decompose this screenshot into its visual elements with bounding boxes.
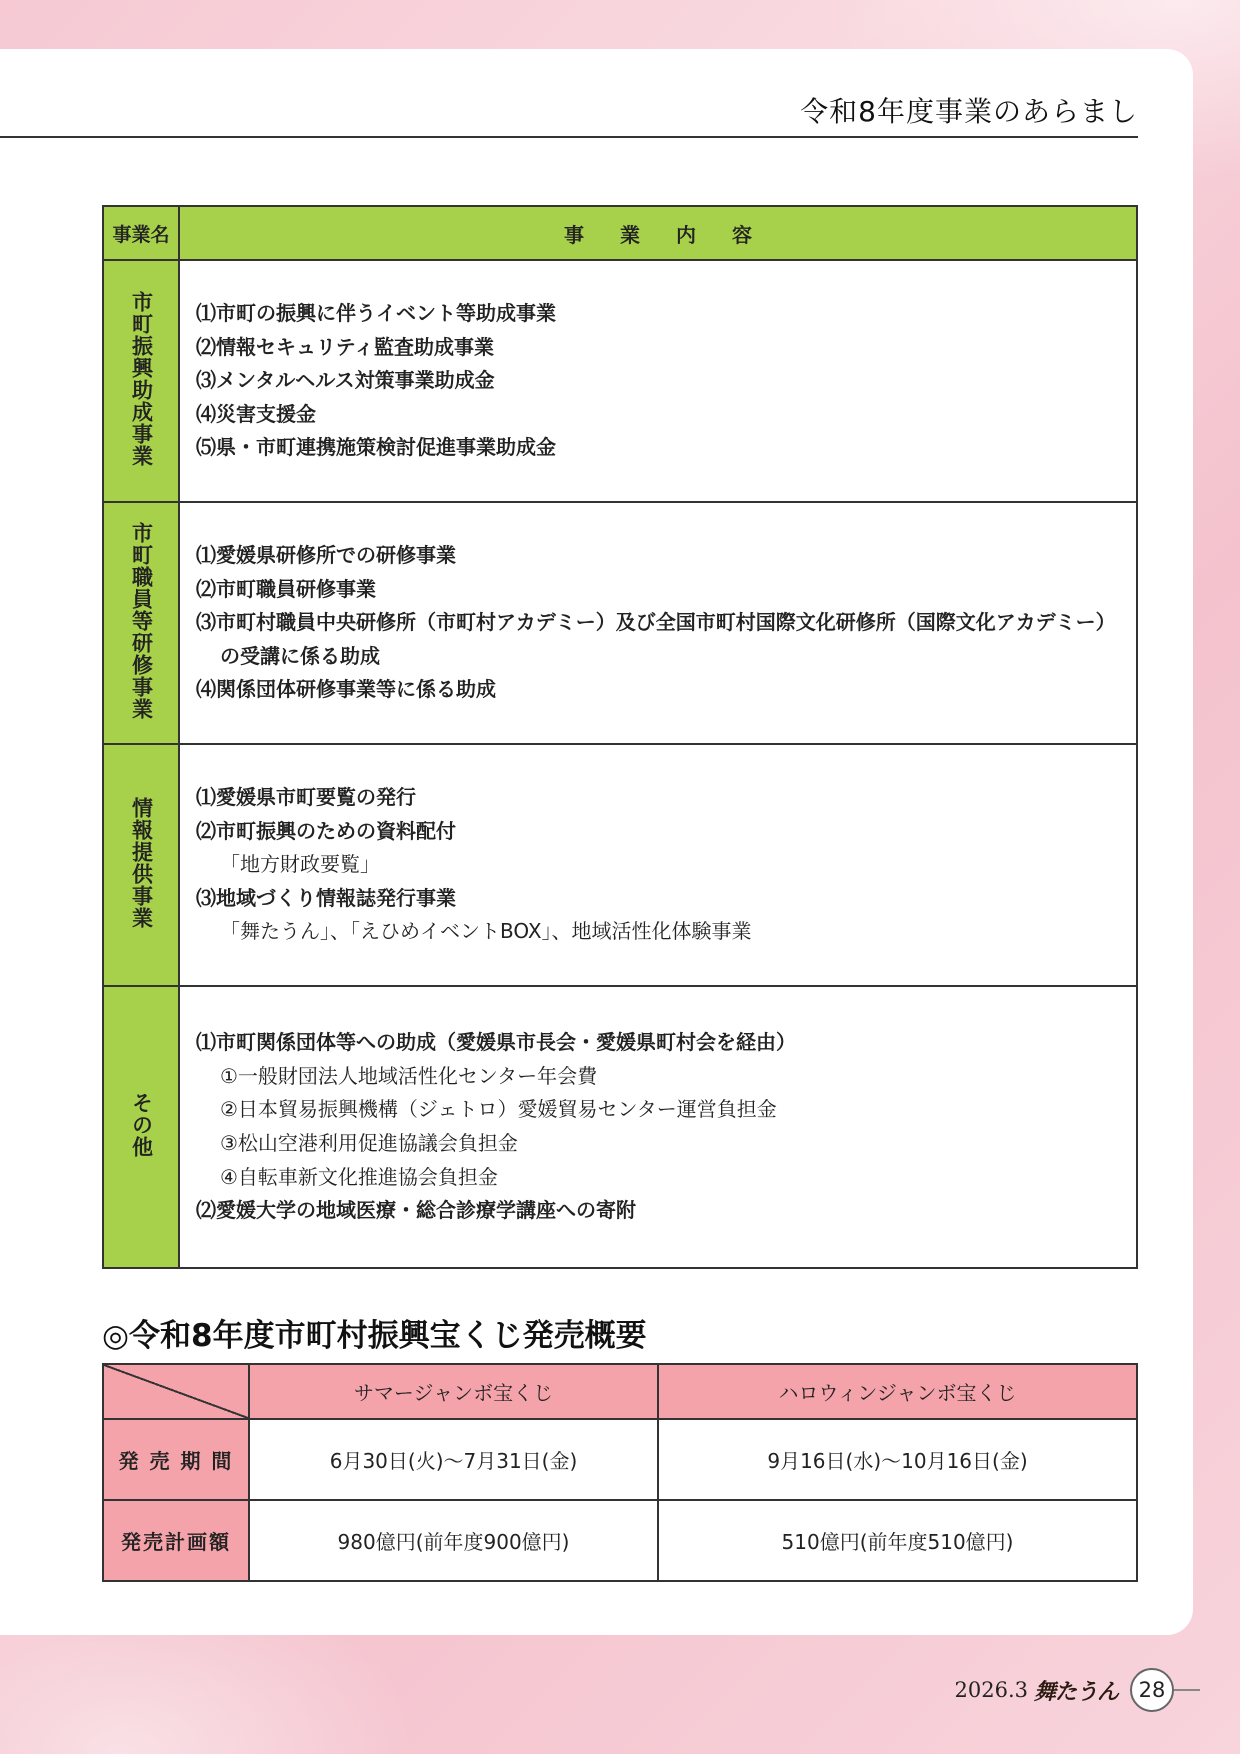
content-line: ⑵市町職員研修事業 xyxy=(196,576,376,601)
magazine-logo: 舞たうん xyxy=(1033,1678,1118,1705)
table-row xyxy=(103,1419,1137,1500)
content-line: 「舞たうん」、「えひめイベントBOX」、地域活性化体験事業 xyxy=(220,919,752,944)
sale-period-halloween: 9月16日(水)～10月16日(金) xyxy=(658,1419,1137,1500)
table-row xyxy=(103,744,1137,986)
column-header-name: 事業名 xyxy=(103,206,179,260)
planned-amount-summer: 980億円(前年度900億円) xyxy=(249,1500,658,1581)
content-line: ⑶市町村職員中央研修所（市町村アカデミー）及び全国市町村国際文化研修所（国際文化アカデミー）の受講に係る助成 xyxy=(196,610,1116,668)
lottery-section-title: ◎令和8年度市町村振興宝くじ発売概要 xyxy=(102,1318,647,1354)
content-line: ⑵市町振興のための資料配付 xyxy=(196,818,456,843)
row-header-planned-amount: 発売計画額 xyxy=(103,1500,249,1581)
business-table xyxy=(102,205,1138,1269)
footer-rule xyxy=(1174,1689,1200,1691)
column-header-content: 事業内容 xyxy=(179,206,1137,260)
category-cell xyxy=(103,986,179,1268)
content-line: ⑷関係団体研修事業等に係る助成 xyxy=(196,677,496,702)
content-line: ①一般財団法人地域活性化センター年会費 xyxy=(220,1063,598,1088)
content-line: ⑸県・市町連携施策検討促進事業助成金 xyxy=(196,435,556,460)
category-cell xyxy=(103,744,179,986)
page-number: 28 xyxy=(1130,1668,1174,1712)
page-footer xyxy=(955,1668,1201,1712)
lottery-header-row xyxy=(103,1364,1137,1419)
content-line: ②日本貿易振興機構（ジェトロ）愛媛貿易センター運営負担金 xyxy=(220,1097,777,1122)
content-line: ⑷災害支援金 xyxy=(196,401,316,426)
category-label: その他 xyxy=(129,1092,154,1158)
category-cell xyxy=(103,260,179,502)
category-label: 情報提供事業 xyxy=(129,797,154,929)
table-row xyxy=(103,1500,1137,1581)
category-label: 市町振興助成事業 xyxy=(129,291,154,467)
content-cell xyxy=(179,260,1137,502)
issue-date: 2026.3 xyxy=(954,1678,1028,1702)
page-title: 令和8年度事業のあらまし xyxy=(800,95,1138,128)
table-row xyxy=(103,502,1137,744)
content-line: ⑵情報セキュリティ監査助成事業 xyxy=(196,334,494,359)
page-header xyxy=(0,92,1138,138)
content-line: ⑵愛媛大学の地域医療・総合診療学講座への寄附 xyxy=(196,1198,636,1223)
sale-period-summer: 6月30日(火)～7月31日(金) xyxy=(249,1419,658,1500)
table-header-row xyxy=(103,206,1137,260)
table-row xyxy=(103,260,1137,502)
column-header-halloween: ハロウィンジャンボ宝くじ xyxy=(658,1364,1137,1419)
planned-amount-halloween: 510億円(前年度510億円) xyxy=(658,1500,1137,1581)
category-cell xyxy=(103,502,179,744)
content-line: ⑴愛媛県研修所での研修事業 xyxy=(196,543,456,568)
category-label: 市町職員等研修事業 xyxy=(129,522,154,720)
column-header-summer: サマージャンボ宝くじ xyxy=(249,1364,658,1419)
content-line: ⑴市町関係団体等への助成（愛媛県市長会・愛媛県町村会を経由） xyxy=(196,1030,796,1055)
row-header-sale-period: 発 売 期 間 xyxy=(103,1419,249,1500)
content-line: ⑶メンタルヘルス対策事業助成金 xyxy=(196,368,495,393)
corner-cell xyxy=(103,1364,249,1419)
content-line: ⑴愛媛県市町要覧の発行 xyxy=(196,785,416,810)
content-line: ⑴市町の振興に伴うイベント等助成事業 xyxy=(196,301,556,326)
content-cell xyxy=(179,986,1137,1268)
content-cell xyxy=(179,744,1137,986)
content-line: ④自転車新文化推進協会負担金 xyxy=(220,1164,498,1189)
content-line: 「地方財政要覧」 xyxy=(220,852,380,877)
table-row xyxy=(103,986,1137,1268)
content-cell xyxy=(179,502,1137,744)
content-line: ⑶地域づくり情報誌発行事業 xyxy=(196,885,456,910)
content-line: ③松山空港利用促進協議会負担金 xyxy=(220,1131,518,1155)
lottery-table xyxy=(102,1363,1138,1582)
